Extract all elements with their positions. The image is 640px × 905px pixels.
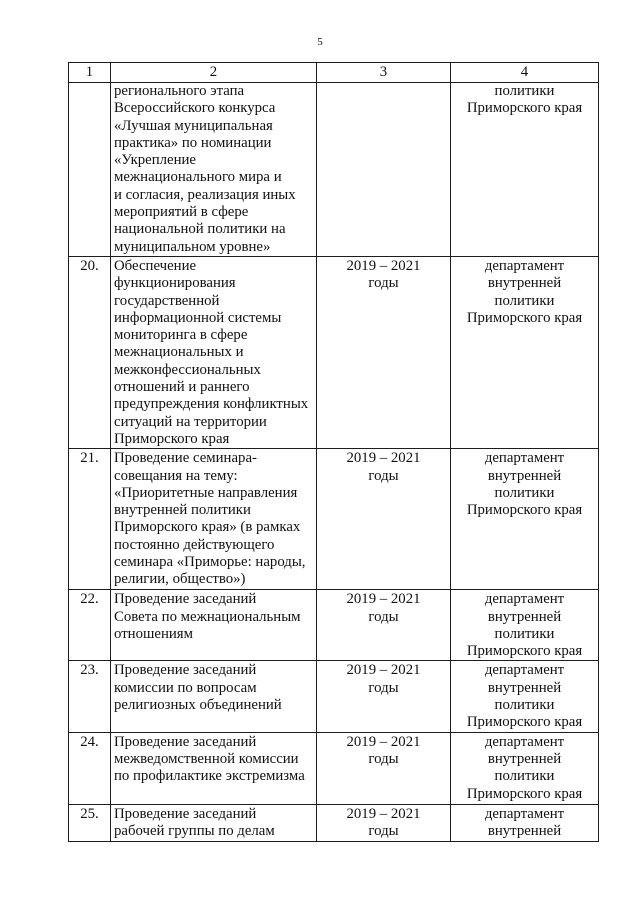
activity-line: государственной [114,292,220,309]
responsible-line: департамент [484,591,565,608]
activity-line: постоянно действующего [114,536,275,553]
activity-line: ситуаций на территории [114,413,267,430]
responsible-line: департамент [484,805,565,822]
responsible-line: политики [494,83,555,99]
period-line: 2019 – 2021 [346,733,421,750]
activity-cell [111,449,317,590]
row-number: 23. [80,662,99,679]
activity-line: межнационального мира и [114,169,282,186]
row-number-cell [69,256,111,448]
period-line: годы [368,822,399,839]
period-cell [317,256,451,448]
header-cell-1: 1 [69,63,111,83]
page-number: 5 [317,36,323,48]
activity-line: межведомственной комиссии [114,750,299,767]
table-row [69,732,599,804]
responsible-line: Приморского края [466,100,583,117]
table-row [69,590,599,661]
activity-cell [111,256,317,448]
responsible-line: политики [494,625,555,642]
activity-line: Обеспечение [114,257,197,274]
responsible-line: политики [494,697,555,714]
period-line: 2019 – 2021 [346,591,421,608]
activities-table [68,62,599,842]
row-number: 25. [80,805,99,822]
activity-line: «Приоритетные направления [114,484,298,501]
activity-line: внутренней политики [114,502,251,519]
activity-cell [111,590,317,661]
activity-line: совещания на тему: [114,467,238,484]
period-line: годы [368,275,399,292]
activity-line: Проведение семинара- [114,450,257,467]
responsible-line: Приморского края [466,502,583,519]
header-cell-2: 2 [111,63,317,83]
responsible-line: департамент [484,257,565,274]
activity-line: Проведение заседаний [114,662,257,679]
activity-line: по профилактике экстремизма [114,768,305,785]
row-number-cell [69,732,111,804]
row-number-cell [69,590,111,661]
activity-line: комиссии по вопросам [114,679,257,696]
activity-line: религиозных объединений [114,697,282,714]
activity-line: Проведение заседаний [114,591,257,608]
table-row [69,804,599,841]
responsible-line: внутренней [487,275,562,292]
activity-line: регионального этапа [114,83,245,99]
row-number-cell [69,449,111,590]
period-line: 2019 – 2021 [346,662,421,679]
activity-line: информационной системы [114,309,282,326]
activity-line: «Лучшая муниципальная [114,117,273,134]
row-number-cell [69,661,111,732]
responsible-line: внутренней [487,822,562,839]
responsible-line: Приморского края [466,714,583,731]
period-line: годы [368,467,399,484]
row-number: 20. [80,257,99,274]
header-cell-3: 3 [317,63,451,83]
period-cell [317,449,451,590]
activity-line: функционирования [114,275,236,292]
responsible-line: внутренней [487,679,562,696]
responsible-cell [451,661,599,732]
table-row [69,256,599,448]
table-row [69,449,599,590]
activity-line: религии, общество») [114,571,246,588]
period-line: 2019 – 2021 [346,257,421,274]
activity-line: рабочей группы по делам [114,822,275,839]
responsible-cell [451,449,599,590]
period-cell [317,732,451,804]
responsible-cell [451,256,599,448]
period-line: 2019 – 2021 [346,805,421,822]
responsible-line: департамент [484,662,565,679]
activity-line: межконфессиональных [114,361,261,378]
responsible-line: внутренней [487,608,562,625]
activity-cell [111,732,317,804]
responsible-cell [451,804,599,841]
table-row [69,661,599,732]
period-line: 2019 – 2021 [346,450,421,467]
responsible-cell [451,732,599,804]
period-cell [317,590,451,661]
table-header-row [69,63,599,83]
header-cell-4: 4 [451,63,599,83]
activity-line: Всероссийского конкурса [114,100,276,117]
activity-line: практика» по номинации [114,134,272,151]
activity-line: межнациональных и [114,344,244,361]
activity-cell [111,661,317,732]
activity-line: мониторинга в сфере [114,327,248,344]
responsible-cell [451,83,599,257]
activity-cell [111,804,317,841]
row-number-cell [69,83,111,257]
activity-line: отношениям [114,625,193,642]
responsible-line: политики [494,484,555,501]
activity-line: мероприятий в сфере [114,204,249,221]
responsible-line: политики [494,292,555,309]
activity-line: национальной политики на [114,221,286,238]
responsible-line: внутренней [487,467,562,484]
activity-line: отношений и раннего [114,379,250,396]
activity-line: Совета по межнациональным [114,608,301,625]
row-number: 21. [80,450,99,467]
period-line: годы [368,679,399,696]
responsible-line: внутренней [487,750,562,767]
period-line: годы [368,750,399,767]
period-cell [317,804,451,841]
row-number-cell [69,804,111,841]
activity-line: «Укрепление [114,152,197,169]
responsible-cell [451,590,599,661]
period-line: годы [368,608,399,625]
row-number: 24. [80,733,99,750]
activity-line: и согласия, реализация иных [114,186,296,203]
activity-line: Приморского края [114,430,230,447]
responsible-line: департамент [484,450,565,467]
responsible-line: Приморского края [466,309,583,326]
period-cell [317,83,451,257]
activity-line: предупреждения конфликтных [114,396,309,413]
table-row-continued [69,83,599,257]
responsible-line: политики [494,768,555,785]
activity-cell [111,83,317,257]
row-number: 22. [80,591,99,608]
activity-line: муниципальном уровне» [114,238,271,255]
responsible-line: Приморского края [466,785,583,802]
responsible-line: департамент [484,733,565,750]
activity-line: семинара «Приморье: народы, [114,554,306,571]
activity-line: Проведение заседаний [114,805,257,822]
responsible-line: Приморского края [466,643,583,660]
activity-line: Приморского края» (в рамках [114,519,301,536]
period-cell [317,661,451,732]
activity-line: Проведение заседаний [114,733,257,750]
